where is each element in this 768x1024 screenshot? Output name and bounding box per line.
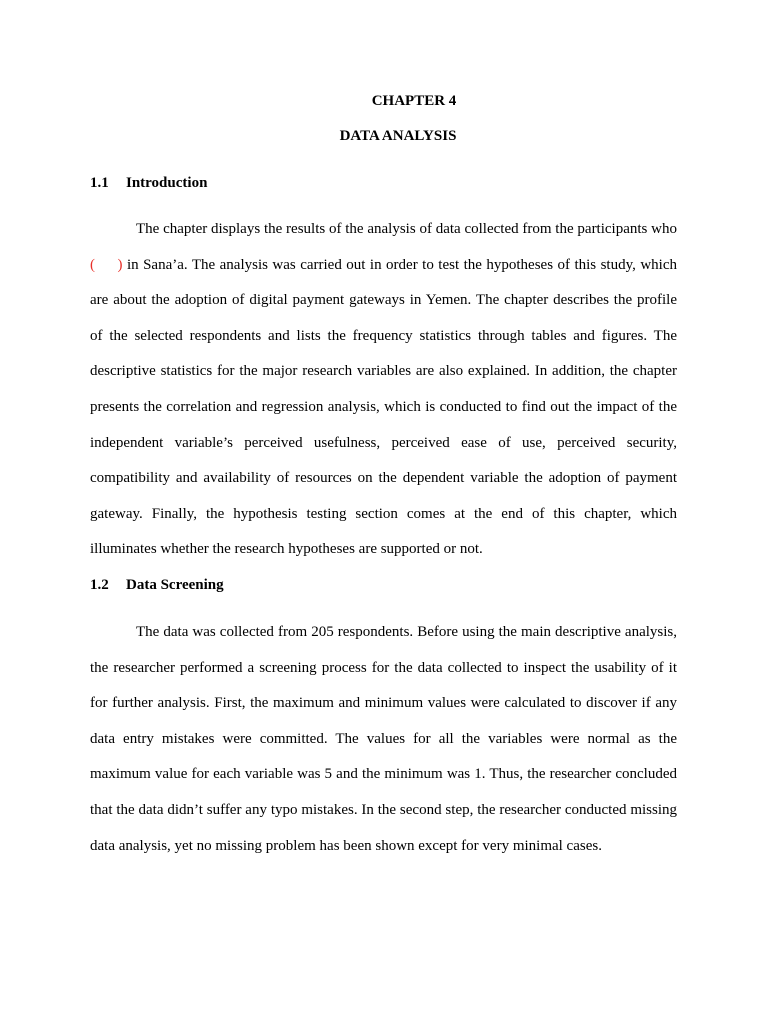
section-heading-introduction: [90, 175, 207, 192]
placeholder-gap: [95, 257, 118, 273]
section-number: 1.1: [90, 175, 109, 191]
section-heading-data-screening: [90, 577, 224, 594]
section-title: Introduction: [126, 175, 208, 191]
paragraph-text: The chapter displays the results of the analysis of data collected from the participants who: [136, 221, 677, 237]
section-title: Data Screening: [126, 577, 224, 593]
introduction-paragraph: [90, 212, 677, 568]
data-screening-paragraph: The data was collected from 205 respondents. Before using the main descriptive analysis, the researcher performed a screening process for the data collected to inspect the usability of it for further analysis. First, the maximum and minimum values were calculated to discover if any data entry mistakes were committed. The values for all the variables were normal as the maximum value for each variable was 5 and the minimum was 1. Thus, the researcher concluded that the data didn’t suffer any typo mistakes. In the second step, the researcher conducted missing data analysis, yet no missing problem has been shown except for very minimal cases.: [90, 624, 677, 854]
section-number: 1.2: [90, 577, 109, 593]
chapter-title: DATA ANALYSIS: [339, 128, 457, 144]
placeholder-parenthesis-close: ): [117, 256, 123, 273]
placeholder-parenthesis-open: (: [90, 256, 95, 273]
paragraph-text: in Sana’a. The analysis was carried out in order to test the hypotheses of this study, which are about the adoption of digital payment gateways in Yemen. The chapter describes the profile of the selected respondents and lists the frequency statistics through tables and figures. The descriptive statistics for the major research variables are also explained. In addition, the chapter presents the correlation and regression analysis, which is conducted to find out the impact of the independent variable’s perceived usefulness, perceived ease of use, perceived security, compatibility and availability of resources on the dependent variable the adoption of payment gateway. Finally, the hypothesis testing section comes at the end of this chapter, which illuminates whether the research hypotheses are supported or not.: [90, 256, 677, 558]
chapter-number: CHAPTER 4: [371, 93, 457, 109]
